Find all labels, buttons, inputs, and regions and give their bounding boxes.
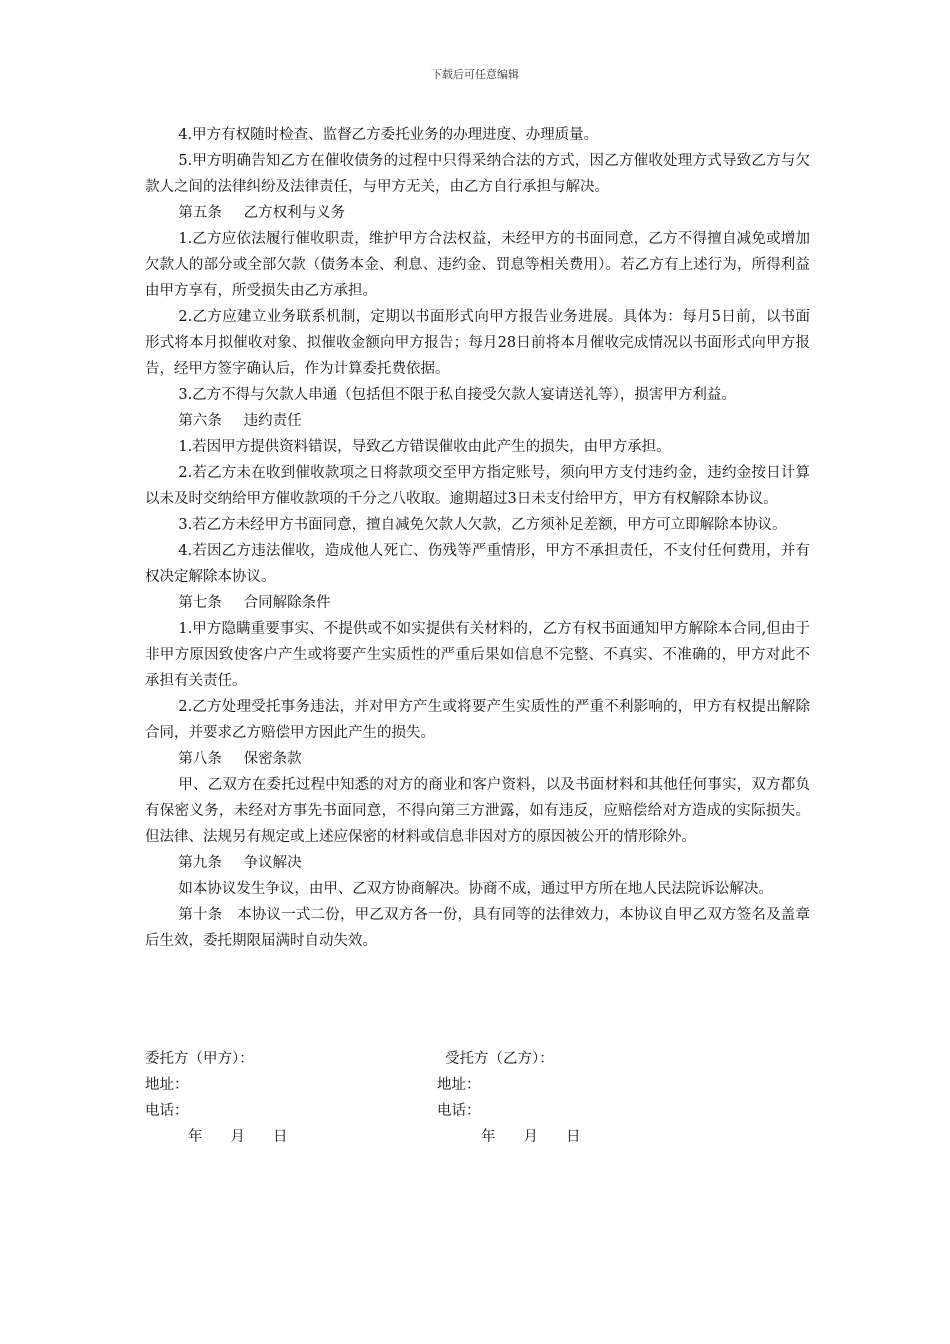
day-label: 日 — [273, 1129, 288, 1145]
party-a-address-label: 地址： — [145, 1077, 189, 1093]
article-title: 争议解决 — [243, 855, 302, 871]
article-heading — [145, 746, 810, 772]
article-title: 乙方权利与义务 — [243, 205, 346, 221]
month-label: 月 — [523, 1129, 538, 1145]
year-label: 年 — [481, 1129, 496, 1145]
clause-paragraph: 1.乙方应依法履行催收职责，维护甲方合法权益，未经甲方的书面同意，乙方不得擅自减免或增加欠款人的部分或全部欠款（债务本金、利息、违约金、罚息等相关费用）。若乙方有上述行为，所得利益由甲方享有，所受损失由乙方承担。 — [145, 231, 810, 299]
article-number: 第五条 — [178, 205, 222, 221]
article-title: 合同解除条件 — [243, 595, 331, 611]
clause-paragraph: 2.若乙方未在收到催收款项之日将款项交至甲方指定账号，须向甲方支付违约金，违约金按日计算以未及时交纳给甲方催收款项的千分之八收取。逾期超过3日未支付给甲方，甲方有权解除本协议。 — [145, 465, 810, 507]
year-label: 年 — [188, 1129, 203, 1145]
clause-paragraph: 如本协议发生争议，由甲、乙双方协商解决。协商不成，通过甲方所在地人民法院诉讼解决。 — [178, 881, 773, 897]
party-b-phone-label: 电话： — [437, 1103, 481, 1119]
party-b-label: 受托方（乙方）： — [445, 1051, 554, 1067]
clause-paragraph: 3.若乙方未经甲方书面同意，擅自减免欠款人欠款，乙方须补足差额，甲方可立即解除本协议。 — [178, 517, 787, 533]
clause-paragraph: 甲、乙双方在委托过程中知悉的对方的商业和客户资料，以及书面材料和其他任何事实，双方都负有保密义务，未经对方事先书面同意，不得向第三方泄露，如有违反，应赔偿给对方造成的实际损失。但法律、法规另有规定或上述应保密的材料或信息非因对方的原因被公开的情形除外。 — [145, 777, 810, 845]
clause-paragraph: 2.乙方处理受托事务违法，并对甲方产生或将要产生实质性的严重不利影响的，甲方有权提出解除合同，并要求乙方赔偿甲方因此产生的损失。 — [145, 699, 810, 741]
article-number: 第八条 — [178, 751, 222, 767]
party-b-date — [481, 1124, 609, 1150]
article-heading — [145, 408, 810, 434]
article-heading — [145, 200, 810, 226]
clause-paragraph: 4.甲方有权随时检查、监督乙方委托业务的办理进度、办理质量。 — [178, 127, 599, 143]
article-title: 违约责任 — [243, 413, 302, 429]
clause-paragraph: 1.甲方隐瞒重要事实、不提供或不如实提供有关材料的，乙方有权书面通知甲方解除本合同,但由于非甲方原因致使客户产生或将要产生实质性的严重后果如信息不完整、不真实、不准确的，甲方对此不承担有关责任。 — [145, 621, 810, 689]
party-a-label: 委托方（甲方）： — [145, 1051, 254, 1067]
contract-body — [145, 122, 810, 954]
article-number: 第九条 — [178, 855, 222, 871]
article-number: 第七条 — [178, 595, 222, 611]
month-label: 月 — [230, 1129, 245, 1145]
party-b-address-label: 地址： — [437, 1077, 481, 1093]
page-header: 下载后可任意编辑 — [431, 68, 519, 81]
clause-paragraph: 2.乙方应建立业务联系机制，定期以书面形式向甲方报告业务进展。具体为：每月5日前，以书面形式将本月拟催收对象、拟催收金额向甲方报告；每月28日前将本月催收完成情况以书面形式向甲方报告，经甲方签字确认后，作为计算委托费依据。 — [145, 309, 810, 377]
article-heading — [145, 590, 810, 616]
day-label: 日 — [566, 1129, 581, 1145]
clause-paragraph: 1.若因甲方提供资料错误，导致乙方错误催收由此产生的损失，由甲方承担。 — [178, 439, 671, 455]
clause-paragraph: 5.甲方明确告知乙方在催收债务的过程中只得采纳合法的方式，因乙方催收处理方式导致乙方与欠款人之间的法律纠纷及法律责任，与甲方无关，由乙方自行承担与解决。 — [145, 153, 810, 195]
party-a-date — [188, 1124, 316, 1150]
clause-paragraph: 第十条 本协议一式二份，甲乙双方各一份，具有同等的法律效力，本协议自甲乙双方签名及盖章后生效，委托期限届满时自动失效。 — [145, 907, 810, 949]
article-heading — [145, 850, 810, 876]
clause-paragraph: 4.若因乙方违法催收，造成他人死亡、伤残等严重情形，甲方不承担责任，不支付任何费用，并有权决定解除本协议。 — [145, 543, 810, 585]
party-a-phone-label: 电话： — [145, 1103, 189, 1119]
article-title: 保密条款 — [243, 751, 302, 767]
article-number: 第六条 — [178, 413, 222, 429]
clause-paragraph: 3.乙方不得与欠款人串通（包括但不限于私自接受欠款人宴请送礼等），损害甲方利益。 — [178, 387, 736, 403]
